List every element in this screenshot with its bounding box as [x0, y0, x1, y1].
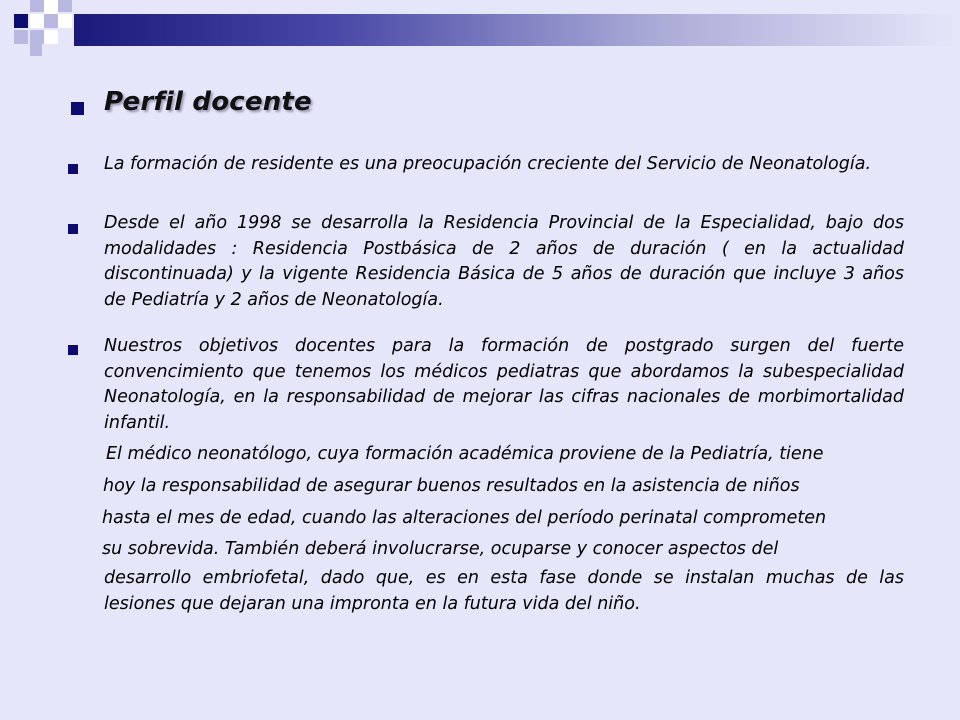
continuation-line-4: su sobrevida. También deberá involucrarse, ocuparse y conocer aspectos del: [102, 539, 779, 559]
bullet-icon: [68, 345, 78, 355]
continuation-line-2: hoy la responsabilidad de asegurar buenos resultados en la asistencia de niños: [103, 476, 800, 496]
paragraph-1: La formación de residente es una preocupación creciente del Servicio de Neonatología.: [104, 154, 872, 174]
continuation-line-3: hasta el mes de edad, cuando las alteraciones del período perinatal comprometen: [102, 508, 827, 528]
final-paragraph: desarrollo embriofetal, dado que, es en esta fase donde se instalan muchas de las lesiones que dejaran una impronta en la futura vida del niño.: [104, 568, 904, 614]
bullet-icon: [68, 164, 78, 174]
paragraph-2: Desde el año 1998 se desarrolla la Residencia Provincial de la Especialidad, bajo dos modalidades : Residencia Postbásica de 2 años de duración ( en la actualidad discontinuada) y la vigente Residencia Básica de 5 años de duración que incluye 3 años de Pediatría y 2 años de Neonatología.: [104, 213, 904, 310]
bullet-icon: [68, 224, 78, 234]
slide-title: Perfil docente: [104, 87, 312, 117]
header-gradient-bar: [74, 14, 960, 46]
paragraph-3: Nuestros objetivos docentes para la formación de postgrado surgen del fuerte convencimiento que tenemos los médicos pediatras que abordamos la subespecialidad Neonatología, en la responsabilidad de mejorar las cifras nacionales de morbimortalidad infantil.: [104, 336, 904, 433]
continuation-line-1: El médico neonatólogo, cuya formación académica proviene de la Pediatría, tiene: [106, 444, 824, 464]
title-bullet-icon: [71, 102, 84, 115]
